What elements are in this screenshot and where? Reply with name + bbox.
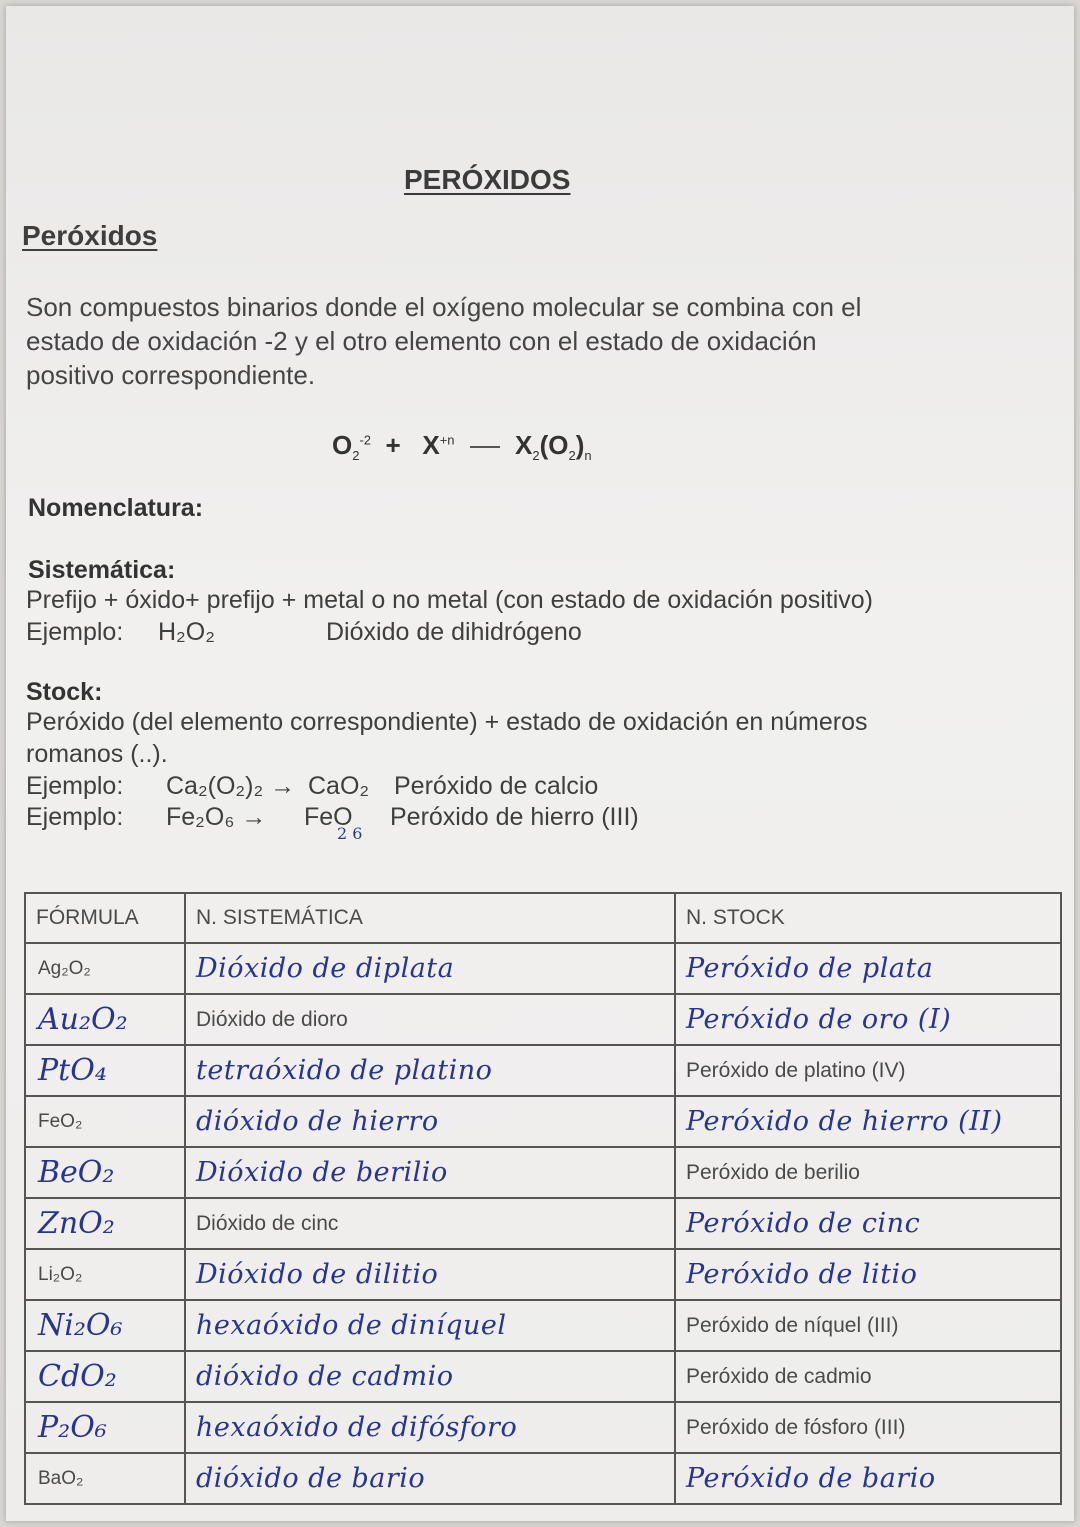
table-cell-stock: Peróxido de plata — [675, 943, 1061, 994]
formula-product-sub: 2 — [532, 448, 540, 464]
table-cell-stock: Peróxido de oro (I) — [675, 994, 1061, 1045]
table-cell-stock: Peróxido de fósforo (III) — [675, 1402, 1061, 1453]
table-cell-stock: Peróxido de litio — [675, 1249, 1061, 1300]
sistematica-example-name: Dióxido de dihidrógeno — [326, 618, 582, 646]
stock-example-2-formula: Fe₂O₆ → — [166, 803, 267, 831]
table-row — [25, 1198, 1061, 1249]
table-cell-stock: Peróxido de níquel (III) — [675, 1300, 1061, 1351]
table-cell-formula: FeO₂ — [25, 1096, 185, 1147]
general-formula — [332, 430, 592, 463]
table-cell-formula: BeO₂ — [25, 1147, 185, 1198]
intro-paragraph — [26, 290, 1016, 392]
formula-oxygen: O — [332, 430, 353, 460]
table-row — [25, 1300, 1061, 1351]
table-row — [25, 1249, 1061, 1300]
table-cell-formula: P₂O₆ — [25, 1402, 185, 1453]
document-page — [6, 6, 1074, 1521]
table-cell-stock: Peróxido de bario — [675, 1453, 1061, 1504]
intro-line-1: Son compuestos binarios donde el oxígeno molecular se combina con el — [26, 292, 862, 322]
table-cell-stock: Peróxido de hierro (II) — [675, 1096, 1061, 1147]
nomenclatura-label: Nomenclatura: — [28, 494, 204, 522]
stock-example-1-simplified: CaO₂ — [308, 772, 370, 800]
sistematica-rule: Prefijo + óxido+ prefijo + metal o no metal (con estado de oxidación positivo) — [26, 586, 874, 614]
reaction-arrow — [470, 446, 500, 448]
table-row — [25, 1351, 1061, 1402]
formula-oxygen-sub: 2 — [352, 448, 360, 464]
section-heading: Peróxidos — [22, 220, 158, 251]
table-cell-sistematica: dióxido de bario — [185, 1453, 675, 1504]
table-row — [25, 1402, 1061, 1453]
stock-example-1-label: Ejemplo: — [26, 772, 124, 800]
table-row — [25, 1453, 1061, 1504]
stock-rule-line-2: romanos (..). — [26, 740, 168, 768]
table-cell-stock: Peróxido de cadmio — [675, 1351, 1061, 1402]
stock-example-2-subscript-note: 2 6 — [337, 824, 363, 843]
sistematica-label: Sistemática: — [28, 556, 176, 584]
table-row — [25, 1096, 1061, 1147]
table-cell-sistematica: hexaóxido de diníquel — [185, 1300, 675, 1351]
stock-example-2-name: Peróxido de hierro (III) — [390, 803, 639, 831]
formula-product-paren-sub: 2 — [568, 448, 576, 464]
stock-example-1-formula: Ca₂(O₂)₂ → — [166, 772, 296, 800]
table-cell-sistematica: dióxido de cadmio — [185, 1351, 675, 1402]
formula-element: X — [422, 430, 440, 460]
table-cell-formula: BaO₂ — [25, 1453, 185, 1504]
formula-product-paren: (O — [539, 430, 569, 460]
stock-example-2-label: Ejemplo: — [26, 803, 124, 831]
table-cell-sistematica: tetraóxido de platino — [185, 1045, 675, 1096]
table-cell-sistematica: Dióxido de berilio — [185, 1147, 675, 1198]
intro-line-2: estado de oxidación -2 y el otro elemento con el estado de oxidación — [26, 326, 817, 356]
formula-product-n: n — [584, 448, 592, 464]
stock-rule-line-1: Peróxido (del elemento correspondiente) + estado de oxidación en números — [26, 708, 868, 736]
table-row — [25, 1045, 1061, 1096]
table-cell-stock: Peróxido de platino (IV) — [675, 1045, 1061, 1096]
stock-example-1-name: Peróxido de calcio — [394, 772, 599, 800]
table-cell-formula: Li₂O₂ — [25, 1249, 185, 1300]
formula-plus: + — [385, 430, 401, 460]
table-row — [25, 1147, 1061, 1198]
header-sistematica: N. SISTEMÁTICA — [185, 893, 675, 943]
table-row — [25, 994, 1061, 1045]
table-cell-sistematica: hexaóxido de difósforo — [185, 1402, 675, 1453]
intro-line-3: positivo correspondiente. — [26, 360, 316, 390]
table-cell-sistematica: Dióxido de diplata — [185, 943, 675, 994]
table-cell-sistematica: Dióxido de dilitio — [185, 1249, 675, 1300]
stock-example-2-simplified: FeO — [304, 803, 353, 831]
page-title: PERÓXIDOS — [404, 164, 571, 195]
formula-oxygen-sup: -2 — [359, 432, 372, 448]
table-cell-sistematica: Dióxido de cinc — [185, 1198, 675, 1249]
table-cell-formula: Ni₂O₆ — [25, 1300, 185, 1351]
table-cell-formula: Au₂O₂ — [25, 994, 185, 1045]
formula-element-sup: +n — [439, 432, 455, 448]
stock-label: Stock: — [26, 678, 103, 706]
table-header-row — [25, 893, 1061, 943]
table-cell-formula: CdO₂ — [25, 1351, 185, 1402]
table-cell-formula: PtO₄ — [25, 1045, 185, 1096]
header-stock: N. STOCK — [675, 893, 1061, 943]
table-cell-sistematica: Dióxido de dioro — [185, 994, 675, 1045]
header-formula: FÓRMULA — [25, 893, 185, 943]
table-row — [25, 943, 1061, 994]
table-cell-formula: Ag₂O₂ — [25, 943, 185, 994]
table-cell-formula: ZnO₂ — [25, 1198, 185, 1249]
peroxides-table — [24, 892, 1062, 1505]
table-cell-sistematica: dióxido de hierro — [185, 1096, 675, 1147]
formula-product-close: ) — [575, 430, 585, 460]
table-cell-stock: Peróxido de cinc — [675, 1198, 1061, 1249]
sistematica-example-formula: H₂O₂ — [158, 618, 215, 646]
table-cell-stock: Peróxido de berilio — [675, 1147, 1061, 1198]
formula-product: X — [514, 430, 533, 460]
sistematica-example-label: Ejemplo: — [26, 618, 124, 646]
